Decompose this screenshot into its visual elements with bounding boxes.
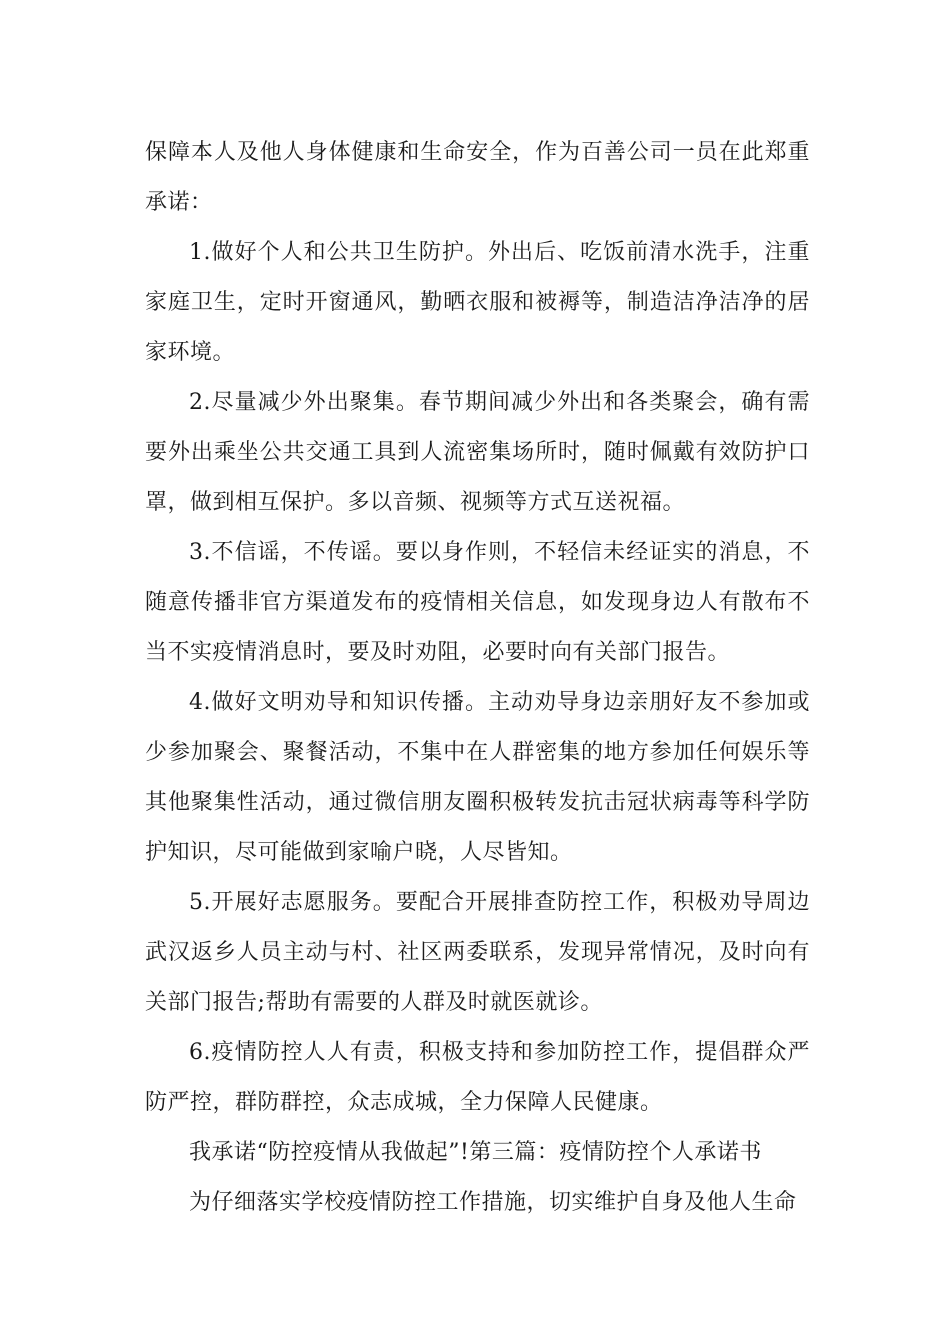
paragraph-item-6: 6.疫情防控人人有责，积极支持和参加防控工作，提倡群众严防严控，群防群控，众志成城，全力保障人民健康。 <box>145 1040 810 1115</box>
paragraph-item-5: 5.开展好志愿服务。要配合开展排查防控工作，积极劝导周边武汉返乡人员主动与村、社区两委联系，发现异常情况，及时向有关部门报告;帮助有需要的人群及时就医就诊。 <box>145 890 810 1015</box>
paragraph-item-4: 4.做好文明劝导和知识传播。主动劝导身边亲朋好友不参加或少参加聚会、聚餐活动，不集中在人群密集的地方参加任何娱乐等其他聚集性活动，通过微信朋友圈积极转发抗击冠状病毒等科学防护知识，尽可能做到家喻户晓，人尽皆知。 <box>145 690 810 865</box>
paragraph-item-2: 2.尽量减少外出聚集。春节期间减少外出和各类聚会，确有需要外出乘坐公共交通工具到人流密集场所时，随时佩戴有效防护口罩，做到相互保护。多以音频、视频等方式互送祝福。 <box>145 390 810 515</box>
paragraph-section-heading: 我承诺“防控疫情从我做起”!第三篇：疫情防控个人承诺书 <box>189 1140 762 1165</box>
document-body <box>145 128 810 1228</box>
paragraph-item-1: 1.做好个人和公共卫生防护。外出后、吃饭前清水洗手，注重家庭卫生，定时开窗通风，勤晒衣服和被褥等，制造洁净洁净的居家环境。 <box>145 240 810 365</box>
paragraph-intro: 保障本人及他人身体健康和生命安全，作为百善公司一员在此郑重承诺： <box>145 140 810 215</box>
paragraph-item-3: 3.不信谣，不传谣。要以身作则，不轻信未经证实的消息，不随意传播非官方渠道发布的疫情相关信息，如发现身边人有散布不当不实疫情消息时，要及时劝阻，必要时向有关部门报告。 <box>145 540 810 665</box>
paragraph-section-start: 为仔细落实学校疫情防控工作措施，切实维护自身及他人生命 <box>189 1190 797 1215</box>
